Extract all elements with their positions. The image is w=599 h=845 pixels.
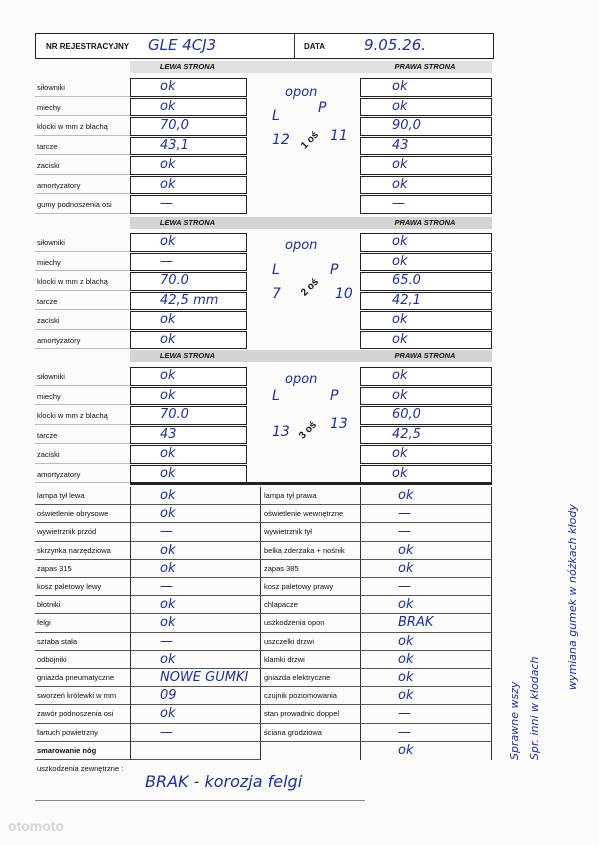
left-value-box[interactable]	[130, 465, 247, 484]
axle-label: 3 oś	[297, 419, 319, 442]
checklist-left-divider	[35, 650, 260, 651]
axle1-right-title: PRAWA STRONA	[394, 62, 456, 71]
checklist-right-divider	[260, 650, 492, 651]
checklist-left-divider	[35, 613, 260, 614]
checklist-right-value: ok	[398, 560, 414, 576]
row-label: siłowniki	[37, 372, 65, 381]
row-divider	[35, 290, 130, 291]
checklist-right-label: belka zderzaka + nośnik	[264, 545, 345, 555]
left-value: 42,5 mm	[160, 292, 219, 308]
left-value: 70.0	[160, 407, 189, 422]
checklist-right-value: —	[398, 524, 411, 540]
right-value-box[interactable]	[360, 406, 492, 425]
center-note-tires: opon	[285, 85, 318, 100]
right-value: 42,1	[392, 292, 421, 308]
checklist-right-label: uszkodzenia opon	[264, 618, 325, 628]
side-note-3: wymiana gumek w nóżkach kłody	[566, 504, 579, 690]
row-divider	[35, 96, 130, 97]
right-value-box[interactable]	[360, 156, 492, 175]
right-value: 90,0	[392, 118, 421, 133]
left-value-box[interactable]	[130, 331, 247, 350]
checklist-left-divider	[35, 632, 260, 633]
section-separator	[130, 482, 492, 485]
checklist-left-value: 09	[160, 688, 177, 704]
checklist-right-value: BRAK	[398, 615, 434, 631]
center-note-left: L	[272, 388, 280, 404]
header-box	[35, 33, 494, 59]
checklist-left-value: ok	[160, 597, 176, 613]
checklist-right-divider	[260, 504, 492, 505]
checklist-right-divider	[260, 577, 492, 578]
left-value-box[interactable]	[130, 156, 247, 175]
row-label: amortyzatory	[37, 469, 81, 479]
right-value: ok	[392, 368, 408, 383]
checklist-left-label: błotniki	[37, 600, 61, 610]
checklist-right-divider	[260, 541, 492, 542]
damage-note: BRAK - korozja felgi	[145, 772, 303, 791]
checklist-left-divider	[35, 759, 260, 760]
left-value-box[interactable]	[130, 176, 247, 195]
row-label: klocki w mm z blachą	[37, 277, 108, 286]
row-divider	[35, 424, 130, 425]
row-divider	[35, 115, 130, 116]
checklist-left-label: gniazda pneumatyczne	[37, 673, 115, 682]
checklist-left-value: ok	[160, 706, 176, 722]
right-value-box[interactable]	[360, 98, 492, 117]
checklist-left-value: ok	[160, 560, 176, 576]
axle3-right-title: PRAWA STRONA	[394, 351, 456, 360]
left-value-box[interactable]	[130, 445, 247, 464]
row-label: zaciski	[37, 161, 60, 170]
row-label: gumy podnoszenia osi	[37, 200, 112, 209]
right-value: ok	[392, 157, 408, 172]
row-label: klocki w mm z blachą	[37, 411, 108, 420]
row-label: miechy	[37, 102, 61, 112]
center-note-right: P	[318, 100, 327, 116]
axle-label: 1 oś	[299, 129, 321, 152]
row-divider	[35, 482, 130, 483]
checklist-right-divider	[260, 632, 492, 633]
checklist-left-divider	[35, 504, 260, 505]
row-label: miechy	[37, 257, 61, 267]
checklist-left-value: ok	[160, 615, 176, 631]
right-value-box[interactable]	[360, 465, 492, 484]
checklist-right-value: —	[398, 506, 411, 522]
right-value-box[interactable]	[360, 426, 492, 445]
right-value-box[interactable]	[360, 387, 492, 406]
row-label: zaciski	[37, 450, 60, 459]
center-note-right: P	[330, 388, 339, 404]
checklist-right-divider	[260, 741, 492, 742]
axle-label: 2 oś	[299, 276, 321, 299]
row-label: tarcze	[37, 141, 58, 151]
checklist-right-value: —	[398, 706, 411, 722]
left-value: ok	[160, 368, 176, 383]
row-label: klocki w mm z blachą	[37, 122, 108, 131]
left-value: ok	[160, 98, 176, 114]
checklist-left-label: sworzeń królewki w mm	[37, 691, 117, 701]
checklist-left-divider	[35, 559, 260, 560]
checklist-left-value: ok	[160, 488, 176, 503]
center-note-right: P	[330, 262, 339, 278]
checklist-right-divider	[260, 704, 492, 705]
right-value-box[interactable]	[360, 272, 492, 291]
row-divider	[35, 174, 130, 175]
left-value: ok	[160, 312, 176, 327]
center-note-tires: opon	[285, 238, 318, 253]
checklist-left-divider	[35, 704, 260, 705]
checklist-right-label: ściana grodziowa	[264, 727, 322, 737]
row-divider	[35, 385, 130, 386]
right-value-box[interactable]	[360, 311, 492, 330]
row-divider	[35, 135, 130, 136]
checklist-left-label: sztaba stała	[37, 636, 78, 646]
checklist-right-label: zapas 385	[264, 563, 299, 573]
checklist-left-divider	[35, 686, 260, 687]
left-value: —	[160, 253, 173, 269]
right-value-box[interactable]	[360, 292, 492, 311]
right-value: ok	[392, 387, 408, 403]
checklist-left-vline	[130, 487, 131, 760]
left-value-box[interactable]	[130, 78, 247, 97]
right-value-box[interactable]	[360, 195, 492, 214]
left-value: 43,1	[160, 137, 189, 153]
center-note-left-value: 7	[272, 286, 281, 302]
checklist-left-value: —	[160, 524, 173, 540]
checklist-right-label: oświetlenie wewnętrzne	[264, 509, 344, 519]
right-value: 65.0	[392, 273, 421, 288]
checklist-outer-vline	[491, 487, 492, 760]
checklist-left-label: odbojniki	[37, 654, 67, 664]
left-value-box[interactable]	[130, 98, 247, 117]
checklist-right-label: klamki drzwi	[264, 654, 305, 664]
right-value: ok	[392, 331, 408, 347]
left-value: ok	[160, 79, 176, 94]
left-value-box[interactable]	[130, 426, 247, 445]
side-note-2: Spr. inni w kłodach	[528, 656, 541, 760]
center-note-tires: opon	[285, 372, 318, 387]
row-divider	[35, 270, 130, 271]
right-value-box[interactable]	[360, 331, 492, 350]
checklist-left-label: zawór podnoszenia osi	[37, 709, 114, 719]
checklist-right-label: kosz paletowy prawy	[264, 582, 334, 591]
date-value: 9.05.26.	[364, 36, 427, 54]
checklist-right-value: ok	[398, 488, 414, 503]
checklist-right-vline	[360, 487, 361, 760]
row-divider	[35, 154, 130, 155]
center-note-right-value: 10	[335, 286, 353, 302]
left-value: ok	[160, 157, 176, 172]
right-value: ok	[392, 465, 408, 481]
row-label: siłowniki	[37, 238, 65, 247]
right-value-box[interactable]	[360, 367, 492, 386]
checklist-right-label: wywietrznik tył	[264, 527, 312, 537]
checklist-left-divider	[35, 723, 260, 724]
center-note-left-value: 12	[272, 132, 290, 148]
right-value: ok	[392, 234, 408, 249]
left-value-box[interactable]	[130, 367, 247, 386]
left-value-box[interactable]	[130, 233, 247, 252]
checklist-left-divider	[35, 541, 260, 542]
left-value: ok	[160, 176, 176, 192]
checklist-left-label: wywietrznik przód	[37, 527, 97, 537]
checklist-left-label: lampa tył lewa	[37, 491, 85, 500]
left-value: 70,0	[160, 118, 189, 133]
reg-number-label: NR REJESTRACYJNY	[46, 42, 130, 51]
right-value: —	[392, 196, 405, 211]
right-value: ok	[392, 98, 408, 114]
checklist-left-divider	[35, 668, 260, 669]
checklist-right-value: —	[398, 579, 411, 594]
watermark-logo: otomoto	[8, 818, 64, 834]
left-value: ok	[160, 331, 176, 347]
row-divider	[35, 443, 130, 444]
checklist-left-value: ok	[160, 506, 176, 522]
checklist-left-label: uszkodzenia zewnętrzne :	[37, 764, 124, 773]
row-label: tarcze	[37, 430, 58, 440]
left-value: 70.0	[160, 273, 189, 288]
axle2-right-title: PRAWA STRONA	[394, 218, 456, 227]
checklist-left-value: NOWE GUMKI	[160, 670, 249, 685]
checklist-right-divider	[260, 723, 492, 724]
left-value: ok	[160, 446, 176, 461]
row-label: amortyzatory	[37, 180, 81, 190]
checklist-right-label: stan prowadnic doppel	[264, 709, 340, 719]
row-divider	[35, 329, 130, 330]
checklist-right-label: uszczelki drzwi	[264, 636, 315, 646]
right-value-box[interactable]	[360, 445, 492, 464]
checklist-right-divider	[260, 686, 492, 687]
right-value: ok	[392, 253, 408, 269]
reg-number-value: GLE 4CJ3	[148, 36, 217, 54]
header-divider	[294, 34, 295, 58]
left-value-box[interactable]	[130, 195, 247, 214]
right-value: ok	[392, 312, 408, 327]
left-value: ok	[160, 234, 176, 249]
checklist-left-divider	[35, 741, 260, 742]
center-note-left: L	[272, 262, 280, 278]
right-value: 42,5	[392, 426, 421, 442]
damage-underline	[35, 800, 365, 801]
left-value-box[interactable]	[130, 253, 247, 272]
right-value-box[interactable]	[360, 137, 492, 156]
checklist-left-value: —	[160, 579, 173, 594]
checklist-center-vline	[260, 487, 261, 760]
right-value: ok	[392, 176, 408, 192]
checklist-right-label: lampa tył prawa	[264, 491, 317, 500]
checklist-right-divider	[260, 613, 492, 614]
row-label: siłowniki	[37, 83, 65, 92]
checklist-right-label: chlapacze	[264, 600, 298, 610]
date-label: DATA	[304, 42, 326, 51]
checklist-right-divider	[260, 668, 492, 669]
left-value: 43	[160, 426, 177, 442]
right-value: ok	[392, 79, 408, 94]
row-divider	[35, 404, 130, 405]
checklist-left-value: ok	[160, 542, 176, 558]
checklist-right-label: gniazda elektryczne	[264, 673, 331, 682]
center-note-right-value: 11	[330, 128, 348, 144]
checklist-right-value: ok	[398, 597, 414, 613]
center-note-left: L	[272, 108, 280, 124]
checklist-left-divider	[35, 595, 260, 596]
right-value-box[interactable]	[360, 253, 492, 272]
left-value-box[interactable]	[130, 311, 247, 330]
checklist-right-value: ok	[398, 542, 414, 558]
checklist-left-label: kosz paletowy lewy	[37, 582, 102, 591]
checklist-left-value: ok	[160, 651, 176, 667]
checklist-left-value: —	[160, 724, 173, 740]
right-value-box[interactable]	[360, 78, 492, 97]
row-label: amortyzatory	[37, 335, 81, 345]
axle3-left-title: LEWA STRONA	[159, 351, 216, 360]
side-note-1: Sprawne wszy	[508, 681, 521, 760]
right-value: 60,0	[392, 407, 421, 422]
checklist-left-label: felgi	[37, 618, 51, 628]
right-value: 43	[392, 137, 409, 153]
center-note-right-value: 13	[330, 416, 348, 432]
checklist-left-value: —	[160, 633, 173, 649]
right-value-box[interactable]	[360, 233, 492, 252]
checklist-left-label: fartuch powietrzny	[37, 727, 98, 737]
checklist-right-label: czujnik poziomowania	[264, 691, 337, 701]
row-divider	[35, 251, 130, 252]
row-divider	[35, 193, 130, 194]
checklist-left-label: oświetlenie obrysowe	[37, 509, 109, 519]
checklist-left-label: smarowanie nóg	[37, 745, 97, 755]
checklist-right-value: ok	[398, 688, 414, 704]
checklist-right-value: ok	[398, 742, 414, 758]
checklist-left-label: skrzynka narzędziowa	[37, 545, 111, 555]
right-value: ok	[392, 446, 408, 461]
row-divider	[35, 213, 130, 214]
right-value-box[interactable]	[360, 176, 492, 195]
checklist-left-label: zapas 315	[37, 563, 72, 573]
left-value: ok	[160, 387, 176, 403]
row-label: miechy	[37, 391, 61, 401]
row-divider	[35, 348, 130, 349]
checklist-right-value: ok	[398, 651, 414, 667]
checklist-right-value: ok	[398, 633, 414, 649]
checklist-right-value: ok	[398, 670, 414, 685]
right-value-box[interactable]	[360, 117, 492, 136]
row-divider	[35, 463, 130, 464]
checklist-right-divider	[260, 559, 492, 560]
row-divider	[35, 309, 130, 310]
checklist-right-divider	[260, 522, 492, 523]
row-label: zaciski	[37, 316, 60, 325]
left-value: —	[160, 196, 173, 211]
checklist-right-value: —	[398, 724, 411, 740]
checklist-left-divider	[35, 522, 260, 523]
row-label: tarcze	[37, 296, 58, 306]
center-note-left-value: 13	[272, 424, 290, 440]
checklist-left-divider	[35, 577, 260, 578]
axle1-left-title: LEWA STRONA	[159, 62, 216, 71]
checklist-right-divider	[260, 595, 492, 596]
left-value: ok	[160, 465, 176, 481]
left-value-box[interactable]	[130, 387, 247, 406]
axle2-left-title: LEWA STRONA	[159, 218, 216, 227]
